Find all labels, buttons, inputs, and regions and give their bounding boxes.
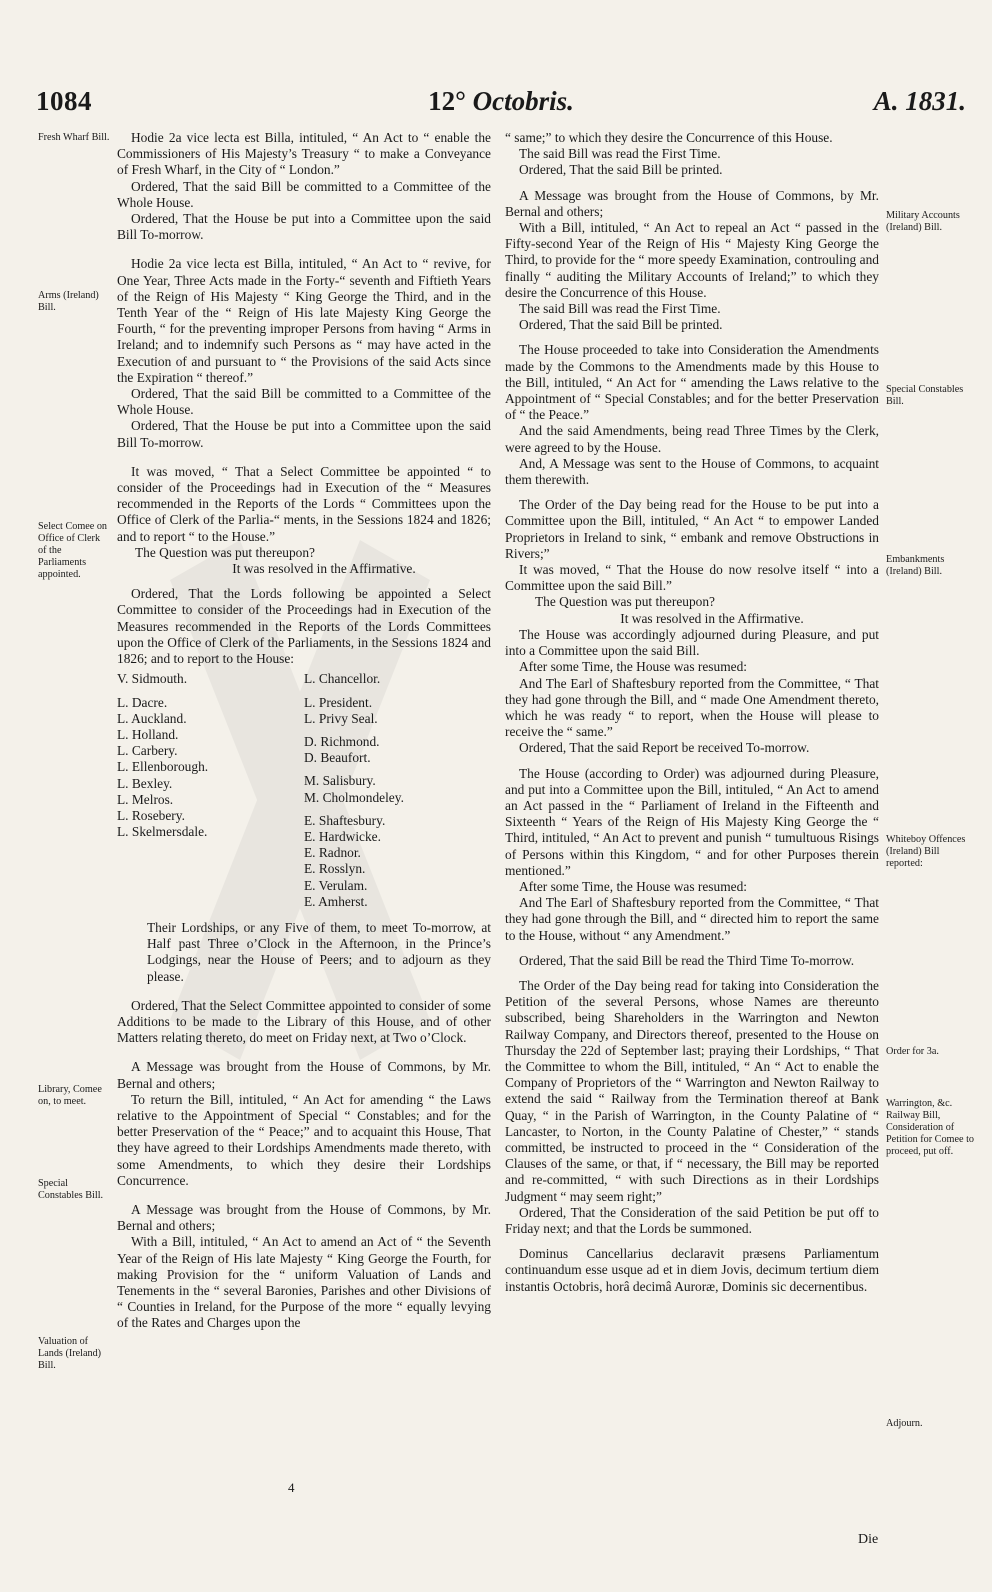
page-date bbox=[36, 86, 966, 117]
left-column bbox=[117, 130, 491, 1332]
military-first-reading: The said Bill was read the First Time. bbox=[519, 301, 721, 317]
margin-note-arms-ireland: Arms (Ireland) Bill. bbox=[38, 290, 99, 313]
adjournment-declaration: Dominus Cancellarius declaravit præsens Parliamentum continuandum esse usque ad et in diem Jovis, decimum tertium diem instantis Octobris, horâ decimâ Auroræ, Dominis sic decernentibus. bbox=[505, 1246, 879, 1294]
lord-name: L. Skelmersdale. bbox=[117, 824, 208, 840]
signature-mark: 4 bbox=[288, 1480, 295, 1495]
date-number: 12° bbox=[428, 86, 466, 116]
valuation-continued: “ same;” to which they desire the Concurrence of this House. bbox=[505, 130, 833, 145]
embank-reported: And The Earl of Shaftesbury reported from the Committee, “ That they had gone through the Bill, and “ made One Amendment thereto, which he was ready “ to report, when the House will please to receive the “ same.” bbox=[505, 675, 879, 740]
margin-note-select-committee: Select Comee on Office of Clerk of the Parliaments appointed. bbox=[38, 521, 108, 580]
embank-resumed: After some Time, the House was resumed: bbox=[519, 659, 747, 675]
third-reading-order: Ordered, That the said Bill be read the Third Time To-morrow. bbox=[519, 952, 855, 968]
lord-name: E. Verulam. bbox=[304, 877, 368, 893]
lord-name: L. Ellenborough. bbox=[117, 759, 209, 775]
margin-note-fresh-wharf: Fresh Wharf Bill. bbox=[38, 132, 110, 143]
margin-note-military: Military Accounts (Ireland) Bill. bbox=[886, 210, 960, 233]
right-column bbox=[505, 130, 879, 1295]
embank-adjourned: The House was accordingly adjourned during Pleasure, and put into a Committee upon the said Bill. bbox=[505, 626, 879, 659]
lord-name: E. Shaftesbury. bbox=[304, 812, 386, 828]
lord-name: E. Amherst. bbox=[304, 893, 368, 909]
embank-report-order: Ordered, That the said Report be received To-morrow. bbox=[519, 740, 810, 756]
lords-list bbox=[117, 671, 491, 910]
page-year: A. 1831. bbox=[873, 86, 966, 116]
lords-gap bbox=[304, 806, 491, 813]
warrington-order: Ordered, That the Consideration of the said Petition be put off to Friday next; and that the Lords be summoned. bbox=[505, 1204, 879, 1236]
margin-note-valuation: Valuation of Lands (Ireland) Bill. bbox=[38, 1336, 102, 1371]
page-header bbox=[36, 86, 966, 120]
lord-name: L. Holland. bbox=[117, 726, 179, 742]
lord-name: L. Bexley. bbox=[117, 775, 173, 791]
lord-name: L. Melros. bbox=[117, 791, 174, 807]
lord-name: M. Cholmondeley. bbox=[304, 789, 404, 805]
lord-name: L. Chancellor. bbox=[304, 671, 381, 687]
embank-question: The Question was put thereupon? bbox=[535, 594, 715, 610]
valuation-first-reading: The said Bill was read the First Time. bbox=[519, 146, 721, 162]
lord-name: L. Carbery. bbox=[117, 743, 178, 759]
margin-note-library: Library, Comee on, to meet. bbox=[38, 1084, 102, 1107]
fresh-wharf-reading: Hodie 2a vice lecta est Billa, intituled, “ An Act to “ enable the Commissioners of His Majesty’s Treasury “ to make a Conveyance of Fresh Wharf, in the City of “ London.” bbox=[117, 130, 491, 178]
arms-order-1: Ordered, That the said Bill be committed to a Committee of the Whole House. bbox=[117, 386, 491, 418]
select-resolved: It was resolved in the Affirmative. bbox=[232, 561, 416, 577]
special-message: A Message was brought from the House of Commons, by Mr. Bernal and others; bbox=[117, 1059, 491, 1091]
lord-name: L. Auckland. bbox=[117, 710, 187, 726]
margin-note-warrington: Warrington, &c. Railway Bill, Consideration of Petition for Comee to proceed, put off. bbox=[886, 1098, 974, 1157]
arms-reading: Hodie 2a vice lecta est Billa, intituled, “ An Act to “ revive, for One Year, Three Acts made in the Forty-“ seventh and Fiftieth Years of the Reign of His Majesty “ King George the Third, and in the Tenth Year of the “ Reign of His late Majesty King George the Fourth, “ for the preventing improper Persons from having “ Arms in Ireland; and to indemnify such Persons as “ may have acted in the Execution of and pursuant to “ the Provisions of the said Acts since the Expiration “ thereof.” bbox=[117, 256, 491, 385]
lord-name: E. Rosslyn. bbox=[304, 861, 366, 877]
special-consideration: The House proceeded to take into Consideration the Amendments made by the Commons to the Amendments made by this House to the Bill, intituled, “ An Act for “ amending the Laws relative to the Appointment of “ Special Constables; and for the better Preservation of “ the Peace.” bbox=[505, 342, 879, 423]
valuation-bill: With a Bill, intituled, “ An Act to amend an Act of “ the Seventh Year of the Reign of His late Majesty “ King George the Fourth, for making Provision for the “ uniform Valuation of Lands and Tenements in the “ several Baronies, Parishes and other Divisions of “ Counties in Ireland, for the Purpose of the more “ equally levying of the Rates and Charges upon the bbox=[117, 1234, 491, 1331]
lords-gap bbox=[304, 688, 491, 695]
lord-name: L. President. bbox=[304, 694, 373, 710]
valuation-message: A Message was brought from the House of Commons, by Mr. Bernal and others; bbox=[117, 1201, 491, 1234]
margin-note-third-reading: Order for 3a. bbox=[886, 1046, 939, 1057]
margin-note-special-constables-right: Special Constables Bill. bbox=[886, 384, 964, 407]
fresh-wharf-order-1: Ordered, That the said Bill be committed to a Committee of the Whole House. bbox=[117, 178, 491, 210]
special-return: To return the Bill, intituled, “ An Act for amending “ the Laws relative to the Appointment of Special “ Constables; and for the better Preservation of the “ Peace;” and to acquaint this House, That they have agreed to their Lordships Amendments made thereto, with some Amendments, to which they desire their Lordships Concurrence. bbox=[117, 1091, 491, 1188]
margin-note-embankments: Embankments (Ireland) Bill. bbox=[886, 554, 945, 577]
whiteboy-committee: The House (according to Order) was adjourned during Pleasure, and put into a Committee upon the Bill, intituled, “ An Act to amend an Act passed in the “ Parliament of Ireland in the Fifteenth and Sixteenth “ Years of the Reign of His Majesty King George the “ Third, intituled, “ An Act to prevent and punish “ tumultuous Risings of Persons within this Kingdom, “ and for other Purposes therein mentioned.” bbox=[505, 765, 879, 878]
lord-name: V. Sidmouth. bbox=[117, 671, 188, 687]
margin-note-whiteboy: Whiteboy Offences (Ireland) Bill reported: bbox=[886, 834, 966, 869]
date-month: Octobris. bbox=[472, 86, 574, 116]
lords-gap bbox=[117, 688, 304, 695]
lord-name: D. Beaufort. bbox=[304, 750, 371, 766]
whiteboy-resumed: After some Time, the House was resumed: bbox=[519, 878, 747, 894]
whiteboy-reported: And The Earl of Shaftesbury reported from the Committee, “ That they had gone through the Bill, and “ directed him to report the same to the House, without “ any Amendment.” bbox=[505, 895, 879, 943]
lord-name: E. Hardwicke. bbox=[304, 828, 381, 844]
margin-note-special-constables: Special Constables Bill. bbox=[38, 1178, 104, 1201]
embank-moved: It was moved, “ That the House do now resolve itself “ into a Committee upon the said Bill.” bbox=[505, 562, 879, 594]
lords-list-left bbox=[117, 671, 304, 910]
fresh-wharf-order-2: Ordered, That the House be put into a Committee upon the said Bill To-morrow. bbox=[117, 211, 491, 243]
lords-gap bbox=[304, 727, 491, 734]
select-question: The Question was put thereupon? bbox=[135, 544, 315, 560]
military-bill: With a Bill, intituled, “ An Act to repeal an Act “ passed in the Fifty-second Year of the Reign of His “ Majesty King George the Third, to provide for the “ more speedy Examination, controuling and finally “ auditing the Military Accounts of Ireland;” to which they desire the Concurrence of this House. bbox=[505, 220, 879, 300]
valuation-printed: Ordered, That the said Bill be printed. bbox=[519, 162, 723, 178]
lords-list-right bbox=[304, 671, 491, 910]
margin-note-adjourn: Adjourn. bbox=[886, 1418, 923, 1429]
special-message-sent: And, A Message was sent to the House of Commons, to acquaint them therewith. bbox=[505, 455, 879, 488]
lord-name: L. Privy Seal. bbox=[304, 710, 378, 726]
military-printed: Ordered, That the said Bill be printed. bbox=[519, 317, 723, 333]
lord-name: L. Dacre. bbox=[117, 694, 168, 710]
catchword: Die bbox=[858, 1532, 879, 1547]
warrington-petition: The Order of the Day being read for taking into Consideration the Petition of the several Persons, whose Names are thereunto subscribed, being Shareholders in the Warrington and Newton Railway Company, and Directors thereof, presented to the House on Thursday the 22d of September last; praying their Lordships, “ That the Committee to whom the Bill, intituled, “ An “ Act to enable the Company of Proprietors of the “ Warrington and Newton Railway to extend the said “ Railway from the Termination thereof at Bank Quay, “ in the Parish of Warrington, in the County Palatine of “ Lancaster, to Norton, in the County Palatine of Chester,” “ stands committed, be instructed to proceed in the “ Consideration of the Clauses of the same, or that, if “ necessary, the Bill may be reported and re-committed, “ with such Directions as in their Lordships Judgment “ may seem right;” bbox=[505, 977, 879, 1204]
special-agreed: And the said Amendments, being read Three Times by the Clerk, were agreed to by the House. bbox=[505, 423, 879, 455]
select-motion: It was moved, “ That a Select Committee be appointed “ to consider of the Proceedings had in Execution of the “ Measures recommended in the Reports of the Lords “ Committees upon the Office of Clerk of the Parlia-“ ments, in the Sessions 1824 and 1826; and to report “ to the House.” bbox=[117, 463, 491, 544]
military-message: A Message was brought from the House of Commons, by Mr. Bernal and others; bbox=[505, 187, 879, 219]
lord-name: D. Richmond. bbox=[304, 733, 380, 749]
select-order: Ordered, That the Lords following be appointed a Select Committee to consider of the Proceedings had in Execution of the Measures recommended in the Reports of the Lords Committees upon the Office of Clerk of the Parliaments, in the Sessions 1824 and 1826; and to report to the House: bbox=[117, 586, 491, 667]
embank-resolved: It was resolved in the Affirmative. bbox=[620, 610, 804, 626]
lords-gap bbox=[304, 766, 491, 773]
embank-order-of-day: The Order of the Day being read for the House to be put into a Committee upon the Bill, intituled, “ An Act “ to empower Landed Proprietors in Ireland to sink, “ embank and remove Obstructions in Rivers;” bbox=[505, 497, 879, 561]
library-order: Ordered, That the Select Committee appointed to consider of some Additions to be made to the Library of this House, and of other Matters relating thereto, do meet on Friday next, at Two o’Clock. bbox=[117, 997, 491, 1046]
lord-name: M. Salisbury. bbox=[304, 773, 376, 789]
page-number: 1084 bbox=[36, 86, 92, 116]
arms-order-2: Ordered, That the House be put into a Committee upon the said Bill To-morrow. bbox=[117, 418, 491, 450]
select-meeting: Their Lordships, or any Five of them, to meet To-morrow, at Half past Three o’Clock in the Afternoon, in the Prince’s Lodgings, near the House of Peers; and to adjourn as they please. bbox=[147, 919, 491, 984]
lord-name: E. Radnor. bbox=[304, 845, 361, 861]
lord-name: L. Rosebery. bbox=[117, 807, 185, 823]
